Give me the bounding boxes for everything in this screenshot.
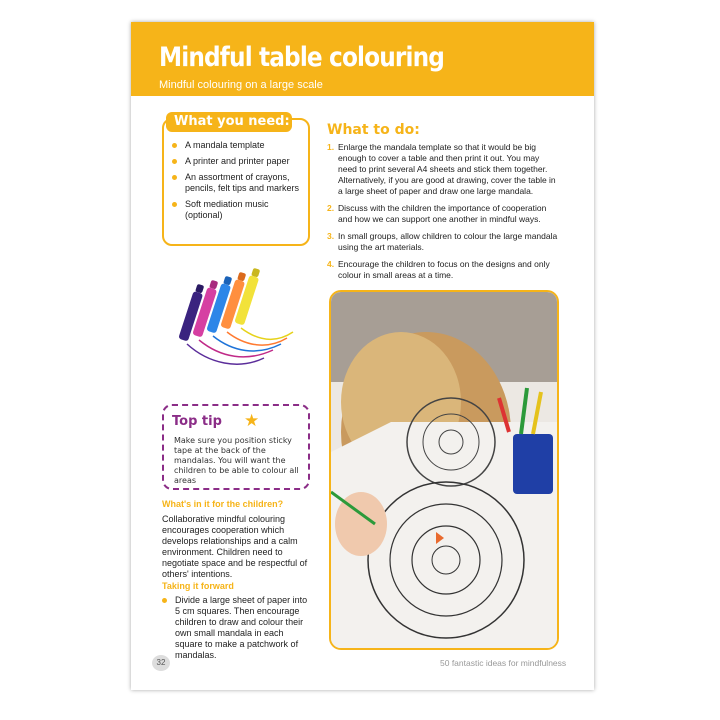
felt-tip-markers-illustration bbox=[169, 266, 299, 396]
step-item: 2. Discuss with the children the importance of cooperation and how we can support one another in mindful ways. bbox=[327, 203, 547, 224]
book-title-footer: 50 fantastic ideas for mindfulness bbox=[440, 658, 567, 668]
bullet-icon bbox=[162, 598, 167, 603]
top-tip-heading: Top tip bbox=[172, 414, 222, 429]
bullet-icon bbox=[172, 159, 177, 164]
list-item: An assortment of crayons, pencils, felt tips and markers bbox=[172, 172, 304, 194]
bullet-icon bbox=[172, 143, 177, 148]
top-tip-box bbox=[162, 404, 310, 490]
list-item: A mandala template bbox=[172, 140, 304, 151]
child-colouring-photo bbox=[329, 290, 559, 650]
list-item: Soft mediation music (optional) bbox=[172, 199, 304, 221]
bullet-icon bbox=[172, 175, 177, 180]
taking-forward-item: Divide a large sheet of paper into 5 cm squares. Then encourage children to draw and colour their own small mandala in each square to make a patchwork of mandalas. bbox=[162, 595, 312, 661]
page-title: Mindful table colouring bbox=[159, 42, 445, 73]
what-you-need-list bbox=[172, 140, 304, 226]
step-item: 3. In small groups, allow children to colour the large mandala using the art materials. bbox=[327, 231, 558, 252]
whats-in-it-heading: What's in it for the children? bbox=[162, 499, 284, 509]
what-to-do-steps bbox=[327, 142, 559, 287]
page-number: 32 bbox=[152, 655, 170, 671]
what-to-do-heading: What to do: bbox=[327, 122, 420, 138]
taking-forward-heading: Taking it forward bbox=[162, 581, 234, 591]
whats-in-it-text: Collaborative mindful colouring encourages cooperation which develops relationships and a calm environment. Children need to negotiate space and be respectful of others' intentions. bbox=[162, 514, 308, 579]
book-page bbox=[131, 22, 594, 690]
title-banner bbox=[131, 22, 594, 96]
what-you-need-tab bbox=[166, 112, 292, 132]
star-icon: ★ bbox=[244, 411, 260, 430]
page-subtitle: Mindful colouring on a large scale bbox=[159, 79, 323, 91]
step-item: 4. Encourage the children to focus on the designs and only colour in small areas at a time. bbox=[327, 259, 550, 280]
what-you-need-box bbox=[162, 114, 310, 246]
top-tip-text: Make sure you position sticky tape at the back of the mandalas. You will want the children to be able to colour all areas bbox=[174, 436, 299, 485]
step-item: 1. Enlarge the mandala template so that it would be big enough to cover a table and then print it out. You may need to print several A4 sheets and stick them together. Alternatively, if you are good at drawing, cover the table in a large sheet of paper and draw one large mandala. bbox=[327, 142, 556, 196]
what-you-need-heading: What you need: bbox=[174, 114, 290, 129]
list-item: A printer and printer paper bbox=[172, 156, 304, 167]
bullet-icon bbox=[172, 202, 177, 207]
